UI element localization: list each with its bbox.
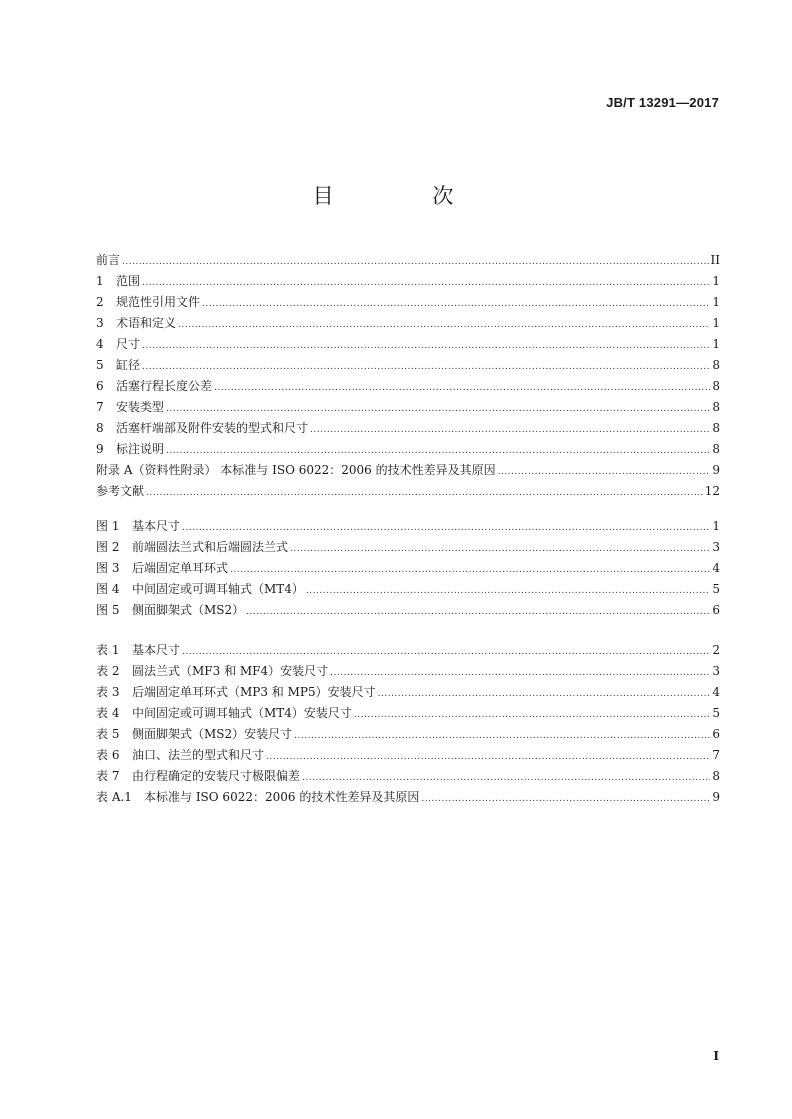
toc-leader-dots	[142, 273, 710, 294]
toc-entry[interactable]	[96, 600, 720, 621]
toc-entry-label: 基本尺寸	[132, 643, 181, 657]
toc-tables-section	[96, 640, 720, 808]
toc-entry-label: 尺寸	[116, 337, 141, 351]
toc-entry-number: 1	[96, 274, 104, 288]
toc-entry-number: 表 7	[96, 769, 120, 783]
toc-entry-page: 1	[712, 316, 720, 330]
toc-entry-number: 图 1	[96, 519, 120, 533]
toc-entry-page: 1	[712, 337, 720, 351]
toc-leader-dots	[302, 768, 710, 789]
toc-entry[interactable]	[96, 766, 720, 787]
toc-main-section	[96, 250, 720, 502]
toc-entry-page: 8	[712, 379, 720, 393]
toc-leader-dots	[266, 747, 710, 768]
toc-entry-number: 图 3	[96, 561, 120, 575]
toc-leader-dots	[146, 483, 703, 504]
toc-entry-label: 附录 A（资料性附录） 本标准与 ISO 6022：2006 的技术性差异及其原因	[96, 463, 496, 477]
toc-entry-page: 8	[712, 400, 720, 414]
toc-entry[interactable]	[96, 250, 720, 271]
toc-entry-number: 2	[96, 295, 104, 309]
toc-entry[interactable]	[96, 724, 720, 745]
toc-entry[interactable]	[96, 703, 720, 724]
toc-leader-dots	[246, 602, 710, 623]
toc-entry-number: 表 5	[96, 727, 120, 741]
toc-entry-page: II	[710, 253, 720, 267]
toc-entry-label: 标注说明	[116, 442, 165, 456]
toc-entry-label: 缸径	[116, 358, 141, 372]
toc-leader-dots	[166, 399, 710, 420]
toc-leader-dots	[294, 726, 710, 747]
toc-entry-number: 7	[96, 400, 104, 414]
toc-entry-page: 1	[712, 295, 720, 309]
toc-entry-page: 3	[712, 540, 720, 554]
toc-entry-label: 后端固定单耳环式（MP3 和 MP5）安装尺寸	[132, 685, 376, 699]
toc-entry-number: 6	[96, 379, 104, 393]
toc-entry[interactable]	[96, 271, 720, 292]
toc-entry[interactable]	[96, 439, 720, 460]
toc-entry-label: 活塞杆端部及附件安装的型式和尺寸	[116, 421, 309, 435]
toc-entry-page: 1	[712, 274, 720, 288]
toc-entry-page: 9	[712, 790, 720, 804]
toc-entry-label: 规范性引用文件	[116, 295, 201, 309]
toc-entry-label: 活塞行程长度公差	[116, 379, 213, 393]
toc-entry-number: 9	[96, 442, 104, 456]
toc-entry[interactable]	[96, 516, 720, 537]
toc-entry[interactable]	[96, 787, 720, 808]
toc-entry[interactable]	[96, 334, 720, 355]
toc-entry-number: 图 4	[96, 582, 120, 596]
toc-entry[interactable]	[96, 418, 720, 439]
standard-code: JB/T 13291—2017	[606, 95, 719, 110]
toc-entry-number: 表 A.1	[96, 790, 132, 804]
toc-leader-dots	[166, 441, 710, 462]
toc-entry-page: 4	[712, 561, 720, 575]
toc-leader-dots	[310, 420, 710, 441]
toc-entry[interactable]	[96, 481, 720, 502]
toc-entry[interactable]	[96, 355, 720, 376]
toc-entry-label: 后端固定单耳环式	[132, 561, 229, 575]
toc-entry-page: 3	[712, 664, 720, 678]
toc-entry-label: 油口、法兰的型式和尺寸	[132, 748, 265, 762]
toc-entry-label: 术语和定义	[116, 316, 177, 330]
toc-entry-page: 8	[712, 358, 720, 372]
toc-leader-dots	[306, 581, 710, 602]
toc-entry-page: 4	[712, 685, 720, 699]
toc-entry[interactable]	[96, 292, 720, 313]
toc-entry[interactable]	[96, 682, 720, 703]
toc-entry-label: 参考文献	[96, 484, 145, 498]
toc-entry-page: 6	[712, 603, 720, 617]
toc-entry-label: 侧面脚架式（MS2）安装尺寸	[132, 727, 293, 741]
toc-entry[interactable]	[96, 579, 720, 600]
toc-entry[interactable]	[96, 460, 720, 481]
toc-leader-dots	[142, 336, 710, 357]
toc-leader-dots	[330, 663, 710, 684]
toc-leader-dots	[421, 789, 710, 810]
toc-leader-dots	[378, 684, 711, 705]
toc-entry[interactable]	[96, 376, 720, 397]
toc-entry-number: 图 5	[96, 603, 120, 617]
toc-entry-page: 8	[712, 442, 720, 456]
toc-entry-number: 4	[96, 337, 104, 351]
toc-entry-label: 本标准与 ISO 6022：2006 的技术性差异及其原因	[144, 790, 420, 804]
toc-entry-page: 5	[712, 706, 720, 720]
toc-entry-number: 表 2	[96, 664, 120, 678]
toc-leader-dots	[354, 705, 710, 726]
toc-leader-dots	[182, 518, 710, 539]
toc-entry-number: 3	[96, 316, 104, 330]
toc-entry-number: 表 4	[96, 706, 120, 720]
toc-entry-number: 表 1	[96, 643, 120, 657]
toc-entry-page: 8	[712, 421, 720, 435]
toc-entry[interactable]	[96, 313, 720, 334]
toc-entry-page: 9	[712, 463, 720, 477]
toc-entry-label: 侧面脚架式（MS2）	[132, 603, 245, 617]
toc-entry[interactable]	[96, 397, 720, 418]
toc-entry-page: 6	[712, 727, 720, 741]
toc-entry-label: 前言	[96, 253, 121, 267]
toc-entry-number: 8	[96, 421, 104, 435]
toc-entry-page: 1	[712, 519, 720, 533]
toc-entry-page: 12	[704, 484, 720, 498]
toc-entry[interactable]	[96, 661, 720, 682]
toc-entry-page: 8	[712, 769, 720, 783]
toc-entry-label: 中间固定或可调耳轴式（MT4）安装尺寸	[132, 706, 352, 720]
toc-leader-dots	[122, 252, 709, 273]
toc-entry-label: 范围	[116, 274, 141, 288]
toc-entry-number: 5	[96, 358, 104, 372]
toc-leader-dots	[178, 315, 710, 336]
toc-figures-section	[96, 516, 720, 621]
toc-leader-dots	[498, 462, 711, 483]
toc-entry-number: 表 6	[96, 748, 120, 762]
toc-leader-dots	[214, 378, 710, 399]
toc-leader-dots	[142, 357, 710, 378]
toc-entry-label: 前端圆法兰式和后端圆法兰式	[132, 540, 289, 554]
toc-leader-dots	[230, 560, 710, 581]
toc-entry-label: 基本尺寸	[132, 519, 181, 533]
toc-entry[interactable]	[96, 745, 720, 766]
toc-leader-dots	[182, 642, 710, 663]
toc-entry-page: 7	[712, 748, 720, 762]
toc-entry-label: 圆法兰式（MF3 和 MF4）安装尺寸	[132, 664, 329, 678]
toc-entry-number: 图 2	[96, 540, 120, 554]
toc-entry[interactable]	[96, 640, 720, 661]
toc-entry-page: 2	[712, 643, 720, 657]
toc-entry-label: 由行程确定的安装尺寸极限偏差	[132, 769, 301, 783]
toc-entry[interactable]	[96, 537, 720, 558]
toc-entry[interactable]	[96, 558, 720, 579]
toc-entry-page: 5	[712, 582, 720, 596]
page-title: 目 次	[312, 184, 500, 208]
toc-entry-label: 安装类型	[116, 400, 165, 414]
toc-entry-number: 表 3	[96, 685, 120, 699]
page-number: I	[713, 1049, 719, 1063]
toc-leader-dots	[202, 294, 710, 315]
toc-entry-label: 中间固定或可调耳轴式（MT4）	[132, 582, 304, 596]
toc-leader-dots	[290, 539, 710, 560]
